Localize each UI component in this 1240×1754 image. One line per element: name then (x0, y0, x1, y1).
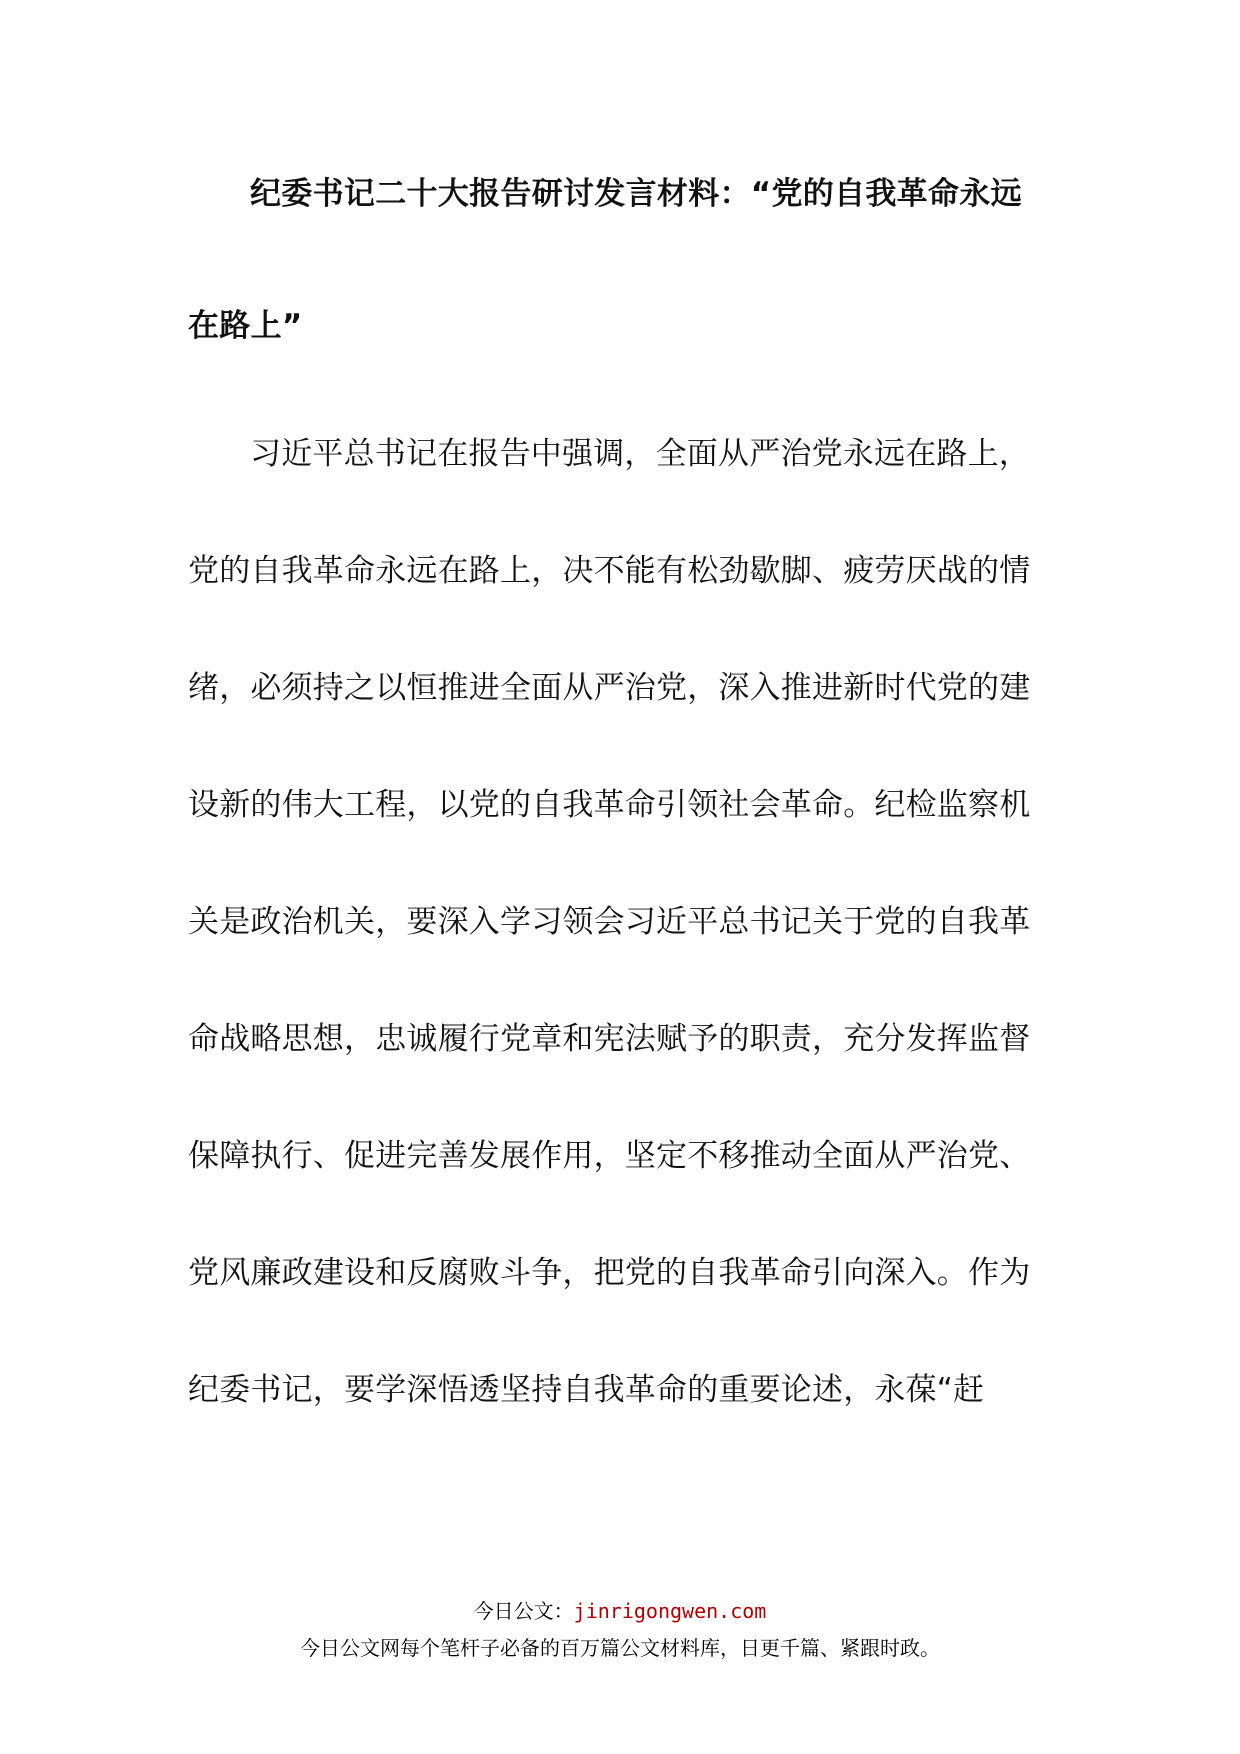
body-line-4: 设新的伟大工程，以党的自我革命引领社会革命。纪检监察机 (188, 787, 1031, 823)
footer-site (0, 1595, 1240, 1624)
body-line-1: 习近平总书记在报告中强调，全面从严治党永远在路上， (250, 436, 1030, 472)
document-title-line-1: 纪委书记二十大报告研讨发言材料：“党的自我革命永远 (250, 176, 1022, 212)
body-line-9: 纪委书记，要学深悟透坚持自我革命的重要论述，永葆“赶 (188, 1372, 985, 1408)
body-line-8: 党风廉政建设和反腐败斗争，把党的自我革命引向深入。作为 (188, 1255, 1031, 1291)
body-line-7: 保障执行、促进完善发展作用，坚定不移推动全面从严治党、 (188, 1138, 1031, 1174)
body-line-2: 党的自我革命永远在路上，决不能有松劲歇脚、疲劳厌战的情 (188, 553, 1031, 589)
footer-tagline: 今日公文网每个笔杆子必备的百万篇公文材料库，日更千篇、紧跟时政。 (300, 1636, 940, 1660)
body-line-6: 命战略思想，忠诚履行党章和宪法赋予的职责，充分发挥监督 (188, 1021, 1031, 1057)
footer-site-link[interactable]: jinrigongwen.com (573, 1599, 767, 1623)
document-title-line-2: 在路上” (188, 308, 303, 344)
body-line-3: 绪，必须持之以恒推进全面从严治党，深入推进新时代党的建 (188, 670, 1031, 706)
body-line-5: 关是政治机关，要深入学习领会习近平总书记关于党的自我革 (188, 904, 1031, 940)
footer-site-label: 今日公文： (473, 1599, 574, 1623)
